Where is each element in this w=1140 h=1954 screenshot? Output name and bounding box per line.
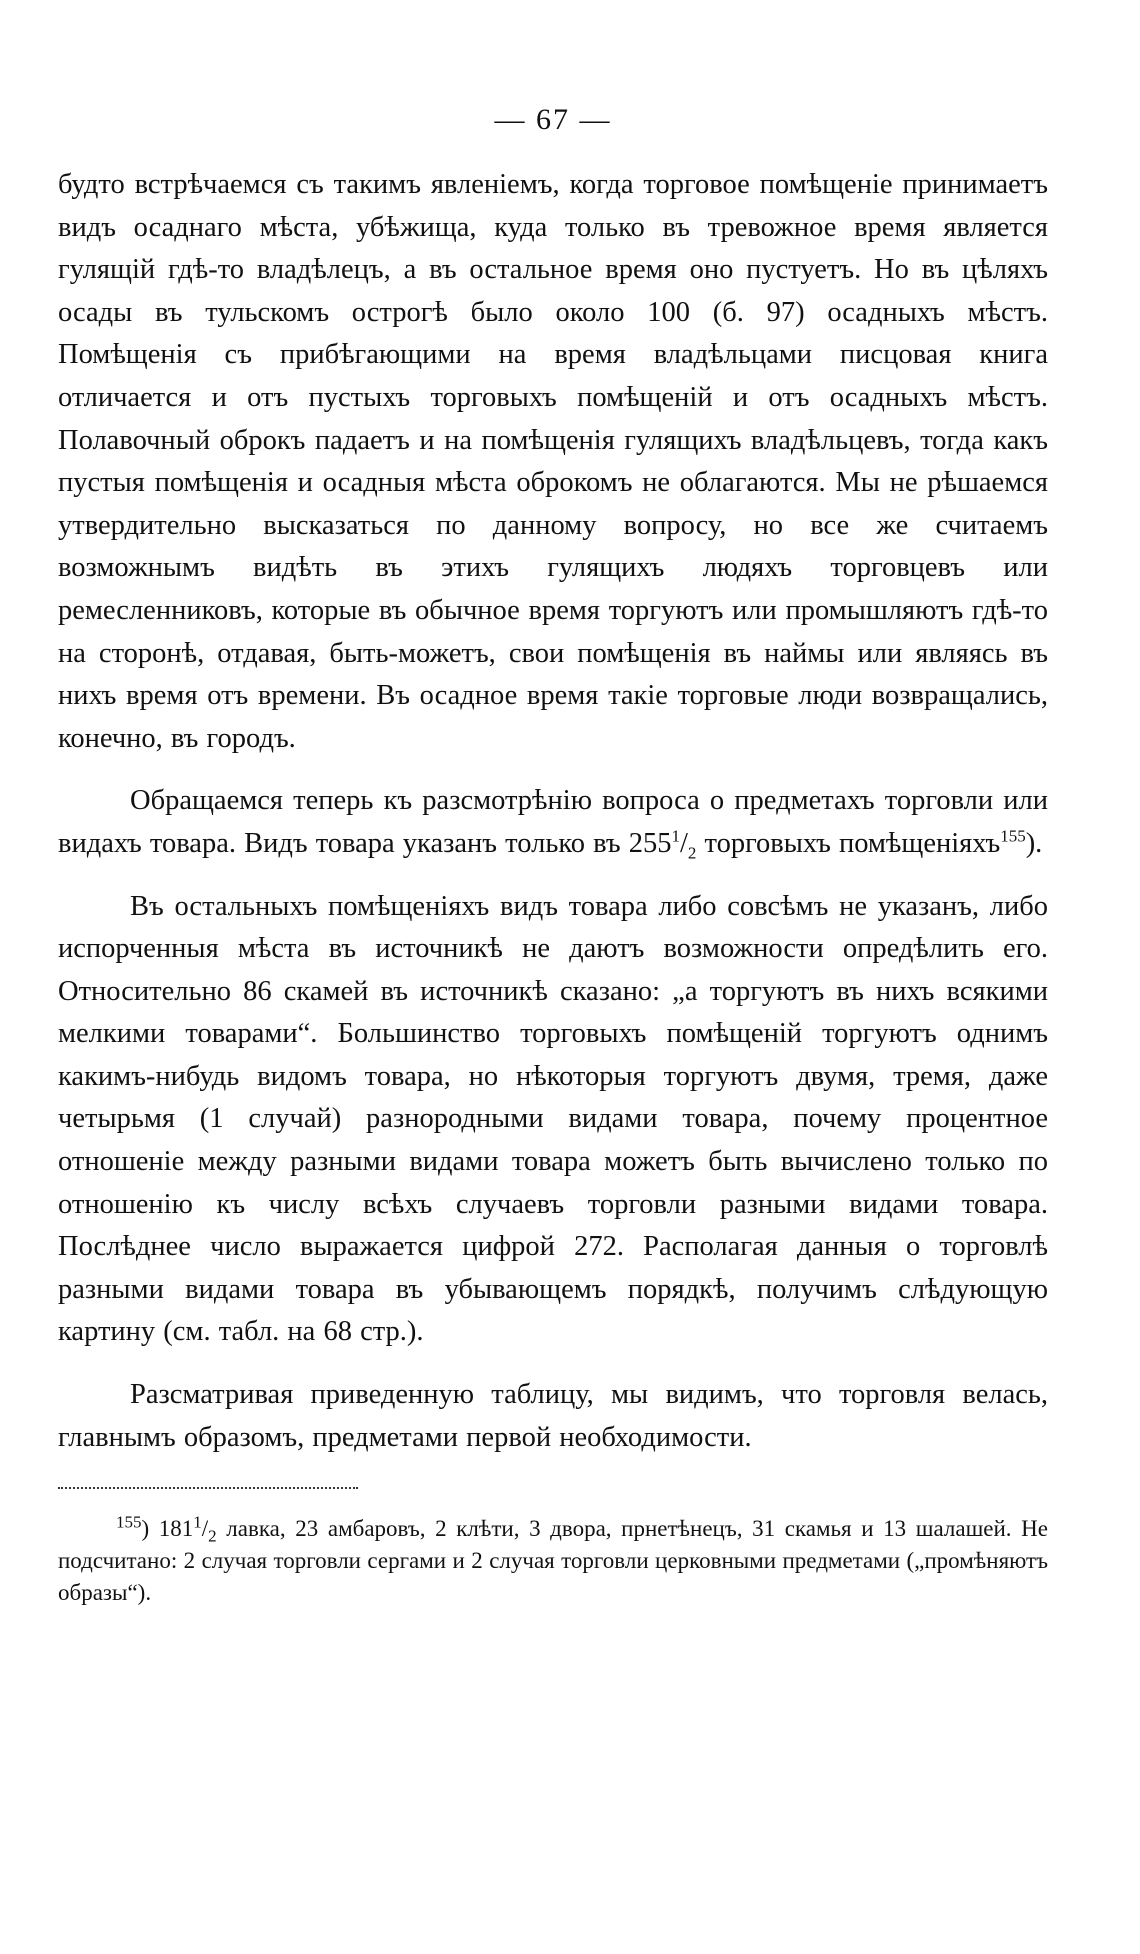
footnote-text-part: ) 181 [141, 1516, 194, 1542]
paragraph-other-premises: Въ остальныхъ помѣщеніяхъ видъ товара либо совсѣмъ не указанъ, либо испорченныя мѣста въ источникѣ не даютъ возможности опредѣлить его. Относительно 86 скамей въ источникѣ сказано: „а торгуютъ въ нихъ всякими мелкими товарами“. Большинство торговыхъ помѣщеній торгуютъ однимъ какимъ-нибудь видомъ товара, но нѣкоторыя торгуютъ двумя, тремя, даже четырьмя (1 случай) разнородными видами товара, почему процентное отношеніе между разными видами товара можетъ быть вычислено только по отношенію къ числу всѣхъ случаевъ торговли разными видами товара. Послѣднее число выражается цифрой 272. Располагая данныя о торговлѣ разными видами товара въ убывающемъ порядкѣ, получимъ слѣдующую картину (см. табл. на 68 стр.). [58, 890, 1048, 1348]
body-text [58, 164, 1048, 1459]
fraction-denominator: 2 [208, 1526, 217, 1546]
footnote-separator [58, 1487, 358, 1489]
footnote-reference[interactable]: 155 [1000, 826, 1026, 846]
fraction-denominator: 2 [687, 843, 697, 863]
paragraph-continuation: будто встрѣчаемся съ такимъ явленіемъ, когда торговое помѣщеніе принимаетъ видъ осаднаго мѣста, убѣжища, куда только въ тревожное время является гулящій гдѣ-то владѣлецъ, а въ остальное время оно пустуетъ. Но въ цѣляхъ осады въ тульскомъ острогѣ было около 100 (б. 97) осадныхъ мѣстъ. Помѣщенія съ прибѣгающими на время владѣльцами писцовая книга отличается и отъ пустыхъ торговыхъ помѣщеній и отъ осадныхъ мѣстъ. Полавочный оброкъ падаетъ и на помѣщенія гулящихъ владѣльцевъ, тогда какъ пустыя помѣщенія и осадныя мѣста оброкомъ не облагаются. Мы не рѣшаемся утвердительно высказаться по данному вопросу, но все же считаемъ возможнымъ видѣть въ этихъ гулящихъ людяхъ торговцевъ или ремесленниковъ, которые въ обычное время торгуютъ или промышляютъ гдѣ-то на сторонѣ, отдавая, быть-можетъ, свои помѣщенія въ наймы или являясь въ нихъ время отъ времени. Въ осадное время такіе торговые люди возвращались, конечно, въ городъ. [58, 169, 1048, 754]
page-number: — 67 — [494, 103, 612, 136]
fraction-numerator: 1 [671, 826, 680, 846]
footnote-marker: 155 [116, 1512, 142, 1532]
paragraph-goods-types: Обращаемся теперь къ разсмотрѣнію вопроса о предметахъ торговли или видахъ товара. Видъ товара указанъ только въ $255^1/_2$ торговыхъ помѣщеніяхъ$^{155}$). [58, 785, 1048, 863]
footnote [58, 1513, 1048, 1609]
footnote-text-part: лавка, 23 амбаровъ, 2 клѣти, 3 двора, прнетѣнецъ, 31 скамья и 13 шалашей. Не подсчитано: 2 случая торговли сергами и 2 случая торговли церковными предметами („промѣняютъ образы“). [58, 1516, 1048, 1606]
document-page [58, 100, 1048, 1609]
footnote-text: $^{155}$) $181^1/_2$ лавка, 23 амбаровъ, 2 клѣти, 3 двора, прнетѣнецъ, 31 скамья и 13 шалашей. Не подсчитано: 2 случая торговли сергами и 2 случая торговли церковными предметами („промѣняютъ образы“). [58, 1512, 1048, 1606]
paragraph-text: ). [1025, 827, 1043, 859]
paragraph-text: Обращаемся теперь къ разсмотрѣнію вопроса о предметахъ торговли или видахъ товара. Видъ товара указанъ только въ 255 [58, 785, 1048, 859]
paragraph-text: торговыхъ помѣщеніяхъ [696, 827, 1001, 859]
paragraph-table-summary: Разсматривая приведенную таблицу, мы видимъ, что торговля велась, главнымъ образомъ, предметами первой необходимости. [58, 1379, 1048, 1453]
fraction-numerator: 1 [193, 1512, 202, 1532]
